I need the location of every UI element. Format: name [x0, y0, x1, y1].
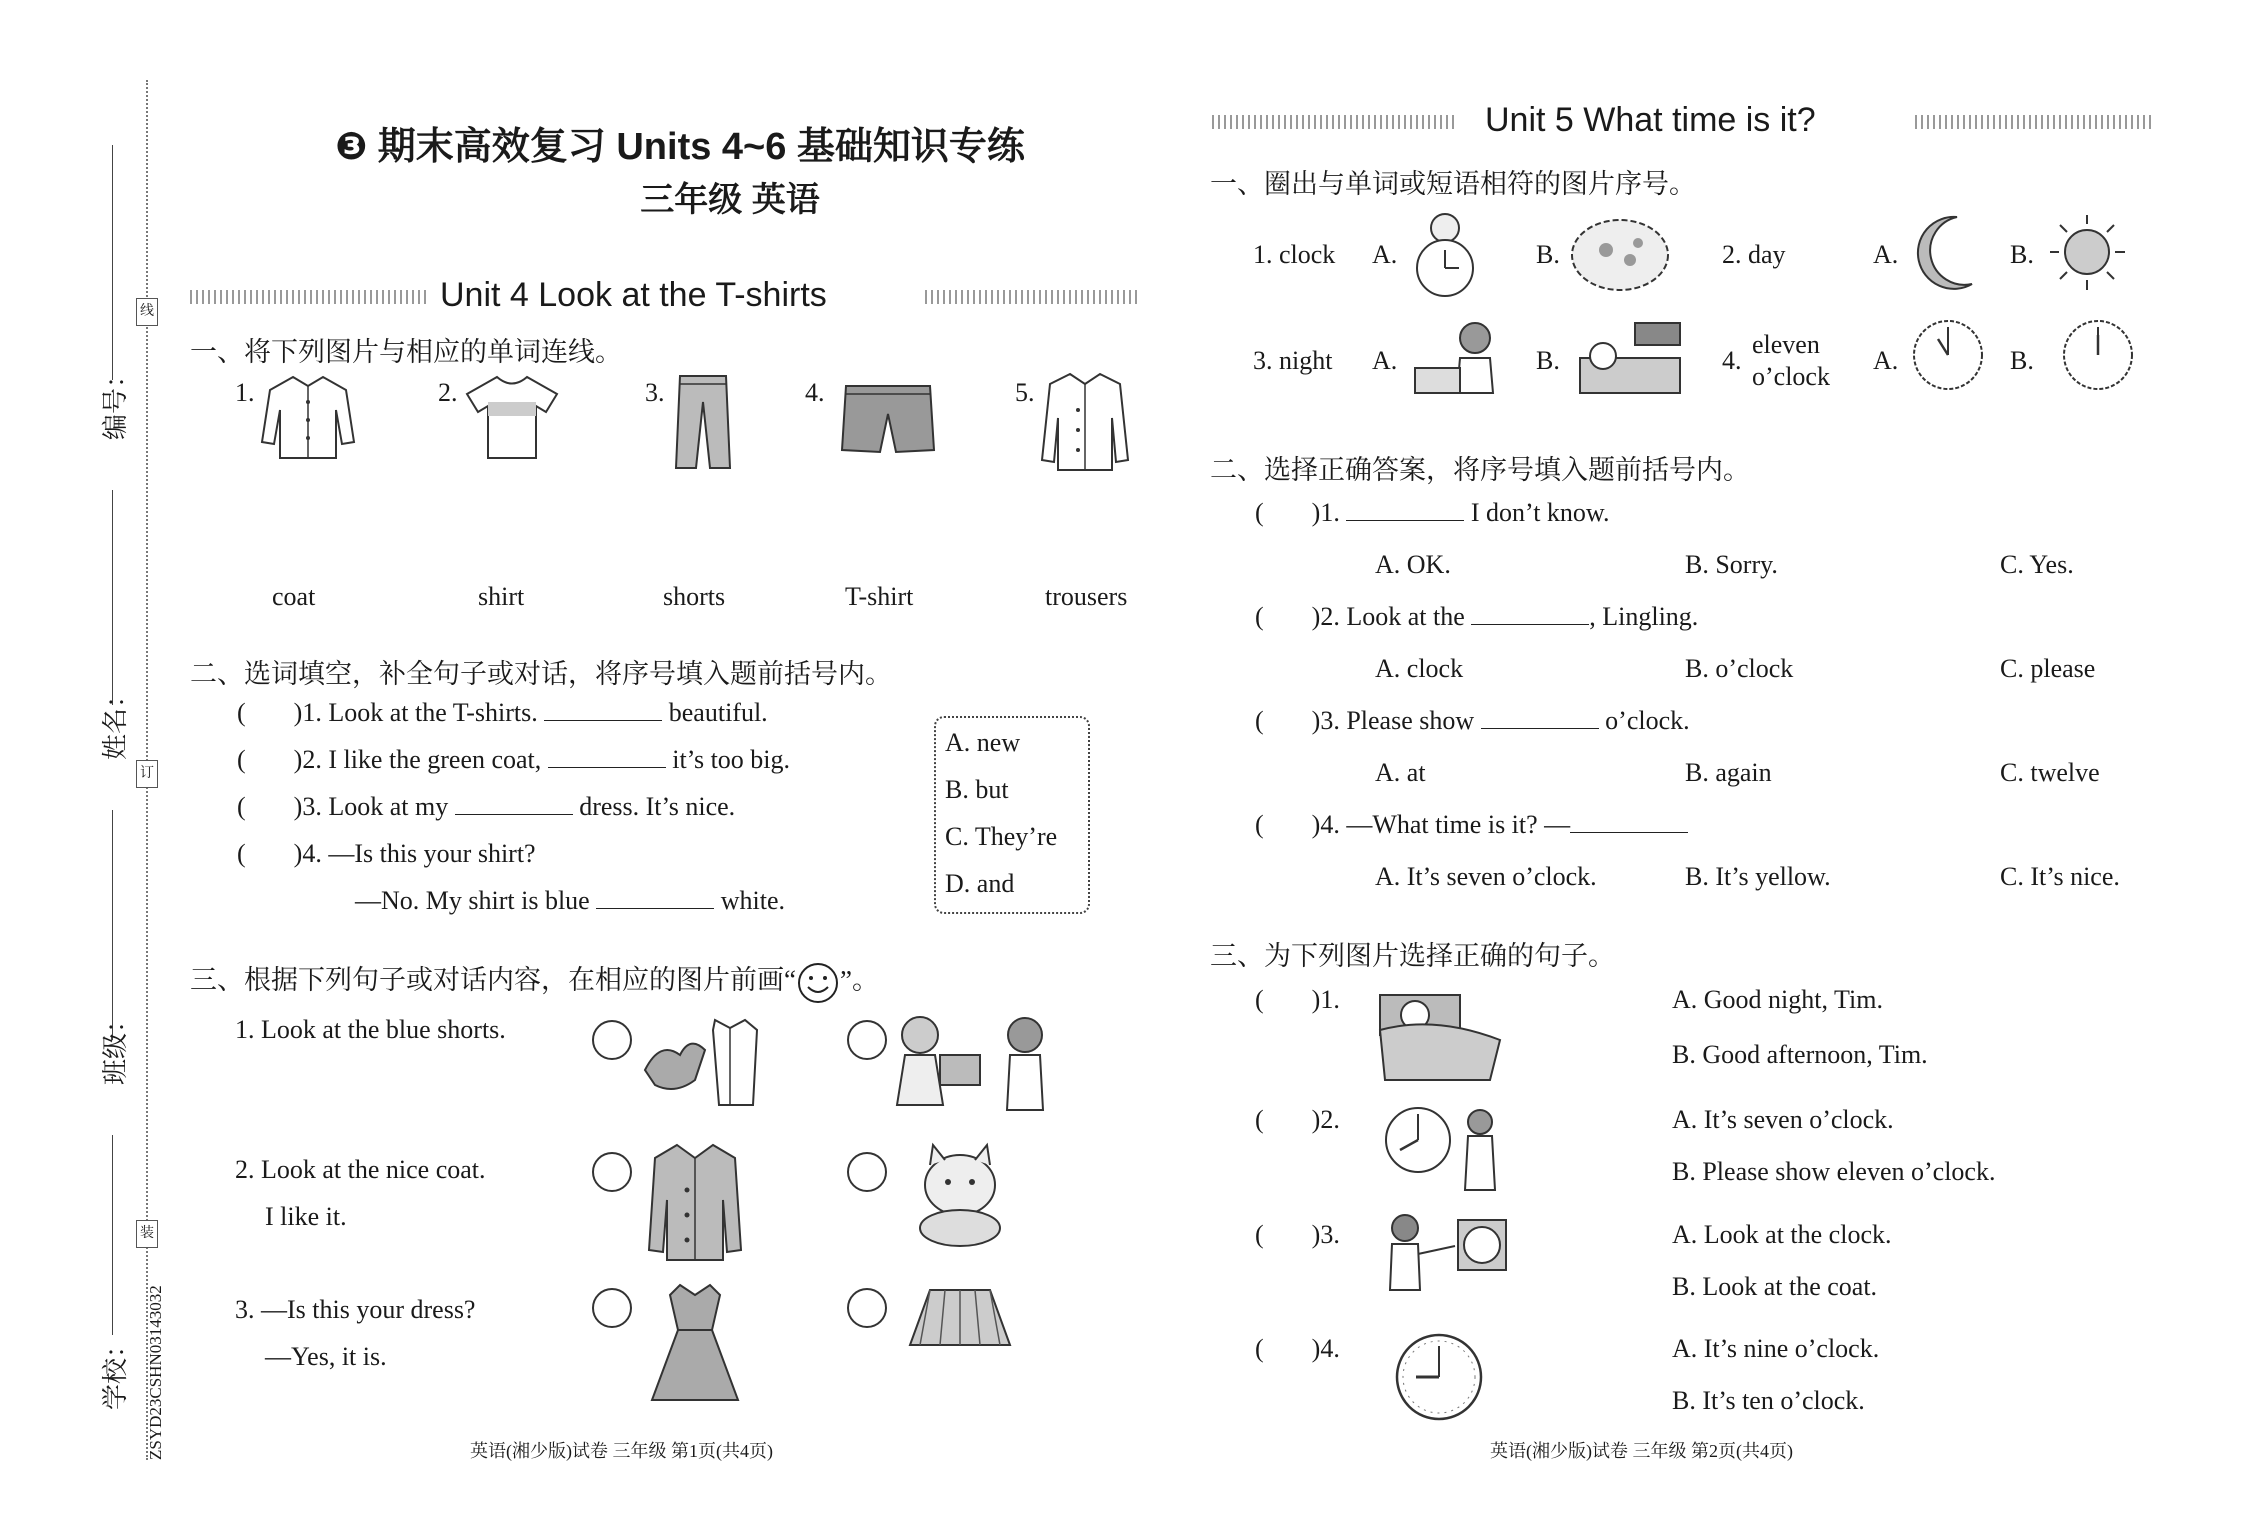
stitch-tag: 装	[136, 1220, 158, 1248]
option-a: A. new	[945, 728, 1021, 757]
sentence-3-line2: —Yes, it is.	[265, 1342, 387, 1371]
coat-picture	[645, 1140, 745, 1265]
moon-picture	[1912, 212, 1982, 292]
pic-question-3: ( )3.	[1255, 1220, 1340, 1249]
class-blank[interactable]	[112, 810, 113, 1040]
school-blank[interactable]	[112, 1135, 113, 1335]
fill-question-4-line2: —No. My shirt is blue white.	[355, 886, 785, 915]
word-tshirt: T-shirt	[845, 582, 914, 611]
section3-heading: 三、根据下列句子或对话内容，在相应的图片前画“ ”。	[190, 958, 879, 1005]
r1-item-1-a: A.	[1372, 240, 1398, 269]
answer-blank[interactable]	[1471, 602, 1589, 625]
boy-in-bed-picture	[1375, 985, 1505, 1085]
skirt-picture	[905, 1285, 1015, 1355]
pic4-option-b: B. It’s ten o’clock.	[1672, 1386, 1865, 1415]
answer-blank[interactable]	[596, 886, 714, 909]
tshirt-icon	[462, 372, 562, 462]
r1-item-4-label-2: o’clock	[1752, 362, 1830, 391]
sentence-3: 3. —Is this your dress?	[235, 1295, 476, 1324]
r-section3-heading: 三、为下列图片选择正确的句子。	[1210, 941, 1615, 971]
answer-blank[interactable]	[1346, 498, 1464, 521]
r1-item-4-num: 4.	[1722, 346, 1742, 375]
coat-icon	[1040, 370, 1130, 475]
answer-blank[interactable]	[455, 792, 573, 815]
answer-blank[interactable]	[1481, 706, 1599, 729]
left-footer: 英语(湘少版)试卷 三年级 第1页(共4页)	[470, 1441, 773, 1461]
answer-blank[interactable]	[1570, 810, 1688, 833]
r1-item-3-label: 3. night	[1253, 346, 1333, 375]
pic3-option-a: A. Look at the clock.	[1672, 1220, 1892, 1249]
clock-twelve-picture	[2058, 315, 2138, 395]
word-shirt: shirt	[478, 582, 525, 611]
pic-question-4: ( )4.	[1255, 1334, 1340, 1363]
fill-question-4: ( )4. —Is this your shirt?	[237, 839, 536, 868]
item-number: 5.	[1015, 378, 1035, 407]
word-shorts: shorts	[663, 582, 726, 611]
right-footer: 英语(湘少版)试卷 三年级 第2页(共4页)	[1490, 1441, 1793, 1461]
cat-picture	[905, 1140, 1015, 1250]
r1-item-1-b: B.	[1536, 240, 1560, 269]
pic-question-2: ( )2.	[1255, 1105, 1340, 1134]
pic-question-1: ( )1.	[1255, 985, 1340, 1014]
fill-question-3: ( )3. Look at my dress. It’s nice.	[237, 792, 736, 821]
word-trousers: trousers	[1045, 582, 1128, 611]
q4-option-a: A. It’s seven o’clock.	[1375, 862, 1597, 891]
r1-item-4-a: A.	[1873, 346, 1899, 375]
duck-clock-picture	[1405, 210, 1485, 300]
paper-code: ZSYD23CSHN03143032	[146, 1285, 165, 1460]
teacher-clock-picture	[1380, 1100, 1505, 1195]
item-number: 3.	[645, 378, 665, 407]
pic1-option-a: A. Good night, Tim.	[1672, 985, 1883, 1014]
choice-question-4: ( )4. —What time is it? —	[1255, 810, 1688, 840]
number-label: 编号：	[101, 361, 130, 440]
dress-picture	[650, 1280, 740, 1405]
clock-eleven-picture	[1908, 315, 1988, 395]
q4-option-b: B. It’s yellow.	[1685, 862, 1831, 891]
band-left	[1212, 115, 1457, 129]
r1-item-2-b: B.	[2010, 240, 2034, 269]
dragon-and-shirt-picture	[635, 1010, 765, 1115]
page-subtitle: 三年级 英语	[640, 181, 820, 219]
option-d: D. and	[945, 869, 1015, 898]
fill-question-1: ( )1. Look at the T-shirts. beautiful.	[237, 698, 768, 727]
school-label: 学校：	[101, 1331, 130, 1410]
section1-heading: 一、将下列图片与相应的单词连线。	[190, 337, 622, 367]
choice-question-2: ( )2. Look at the , Lingling.	[1255, 602, 1699, 631]
band-left	[190, 290, 430, 304]
q1-option-b: B. Sorry.	[1685, 550, 1778, 579]
q3-option-c: C. twelve	[2000, 758, 2100, 787]
r1-item-4-label-1: eleven	[1752, 330, 1820, 359]
word-coat: coat	[272, 582, 316, 611]
answer-blank[interactable]	[548, 745, 666, 768]
r-section1-heading: 一、圈出与单词或短语相符的图片序号。	[1210, 169, 1696, 199]
option-b: B. but	[945, 775, 1009, 804]
name-blank[interactable]	[112, 490, 113, 705]
line-tag: 线	[136, 298, 158, 326]
pic2-option-a: A. It’s seven o’clock.	[1672, 1105, 1894, 1134]
boy-sleeping-picture	[1575, 318, 1685, 398]
q2-option-c: C. please	[2000, 654, 2096, 683]
r1-item-1-label: 1. clock	[1253, 240, 1336, 269]
unit5-heading: Unit 5 What time is it?	[1485, 101, 1816, 139]
fill-question-2: ( )2. I like the green coat, it’s too big.	[237, 745, 791, 774]
sentence-1: 1. Look at the blue shorts.	[235, 1015, 506, 1044]
name-label: 姓名：	[101, 681, 130, 760]
item-number: 4.	[805, 378, 825, 407]
q2-option-a: A. clock	[1375, 654, 1464, 683]
q1-option-c: C. Yes.	[2000, 550, 2074, 579]
children-with-gift-picture	[885, 1010, 1055, 1115]
answer-circle[interactable]	[847, 1288, 887, 1328]
clock-picture	[1392, 1330, 1487, 1425]
bind-tag: 订	[136, 760, 158, 788]
answer-circle[interactable]	[847, 1020, 887, 1060]
sun-picture	[2040, 210, 2135, 295]
answer-circle[interactable]	[592, 1288, 632, 1328]
sentence-2: 2. Look at the nice coat.	[235, 1155, 486, 1184]
pic1-option-b: B. Good afternoon, Tim.	[1672, 1040, 1928, 1069]
shorts-icon	[838, 380, 938, 460]
boy-points-clock-picture	[1380, 1210, 1510, 1320]
q1-option-a: A. OK.	[1375, 550, 1451, 579]
r1-item-3-b: B.	[1536, 346, 1560, 375]
q2-option-b: B. o’clock	[1685, 654, 1794, 683]
page-title: ❸ 期末高效复习 Units 4~6 基础知识专练	[335, 126, 1025, 168]
choice-question-1: ( )1. I don’t know.	[1255, 498, 1610, 527]
answer-circle[interactable]	[592, 1152, 632, 1192]
number-blank[interactable]	[112, 145, 113, 380]
answer-circle[interactable]	[847, 1152, 887, 1192]
r1-item-2-label: 2. day	[1722, 240, 1786, 269]
sentence-2-line2: I like it.	[265, 1202, 347, 1231]
item-number: 1.	[235, 378, 255, 407]
choice-question-3: ( )3. Please show o’clock.	[1255, 706, 1690, 735]
pic3-option-b: B. Look at the coat.	[1672, 1272, 1878, 1301]
r1-item-3-a: A.	[1372, 346, 1398, 375]
q4-option-c: C. It’s nice.	[2000, 862, 2120, 891]
q3-option-b: B. again	[1685, 758, 1772, 787]
trousers-icon	[668, 372, 738, 472]
answer-circle[interactable]	[592, 1020, 632, 1060]
band-right	[925, 290, 1140, 304]
r1-item-2-a: A.	[1873, 240, 1899, 269]
band-right	[1915, 115, 2155, 129]
r-section2-heading: 二、选择正确答案，将序号填入题前括号内。	[1210, 455, 1750, 485]
pizza-picture	[1568, 215, 1673, 295]
section2-heading: 二、选词填空，补全句子或对话，将序号填入题前括号内。	[190, 659, 892, 689]
q3-option-a: A. at	[1375, 758, 1426, 787]
smiley-icon	[796, 961, 840, 1005]
item-number: 2.	[438, 378, 458, 407]
shirt-icon	[258, 372, 358, 462]
unit4-heading: Unit 4 Look at the T-shirts	[440, 276, 827, 314]
answer-blank[interactable]	[544, 698, 662, 721]
pic4-option-a: A. It’s nine o’clock.	[1672, 1334, 1880, 1363]
r1-item-4-b: B.	[2010, 346, 2034, 375]
boy-studying-picture	[1405, 318, 1515, 398]
pic2-option-b: B. Please show eleven o’clock.	[1672, 1157, 1996, 1186]
option-c: C. They’re	[945, 822, 1058, 851]
class-label: 班级：	[101, 1006, 130, 1085]
